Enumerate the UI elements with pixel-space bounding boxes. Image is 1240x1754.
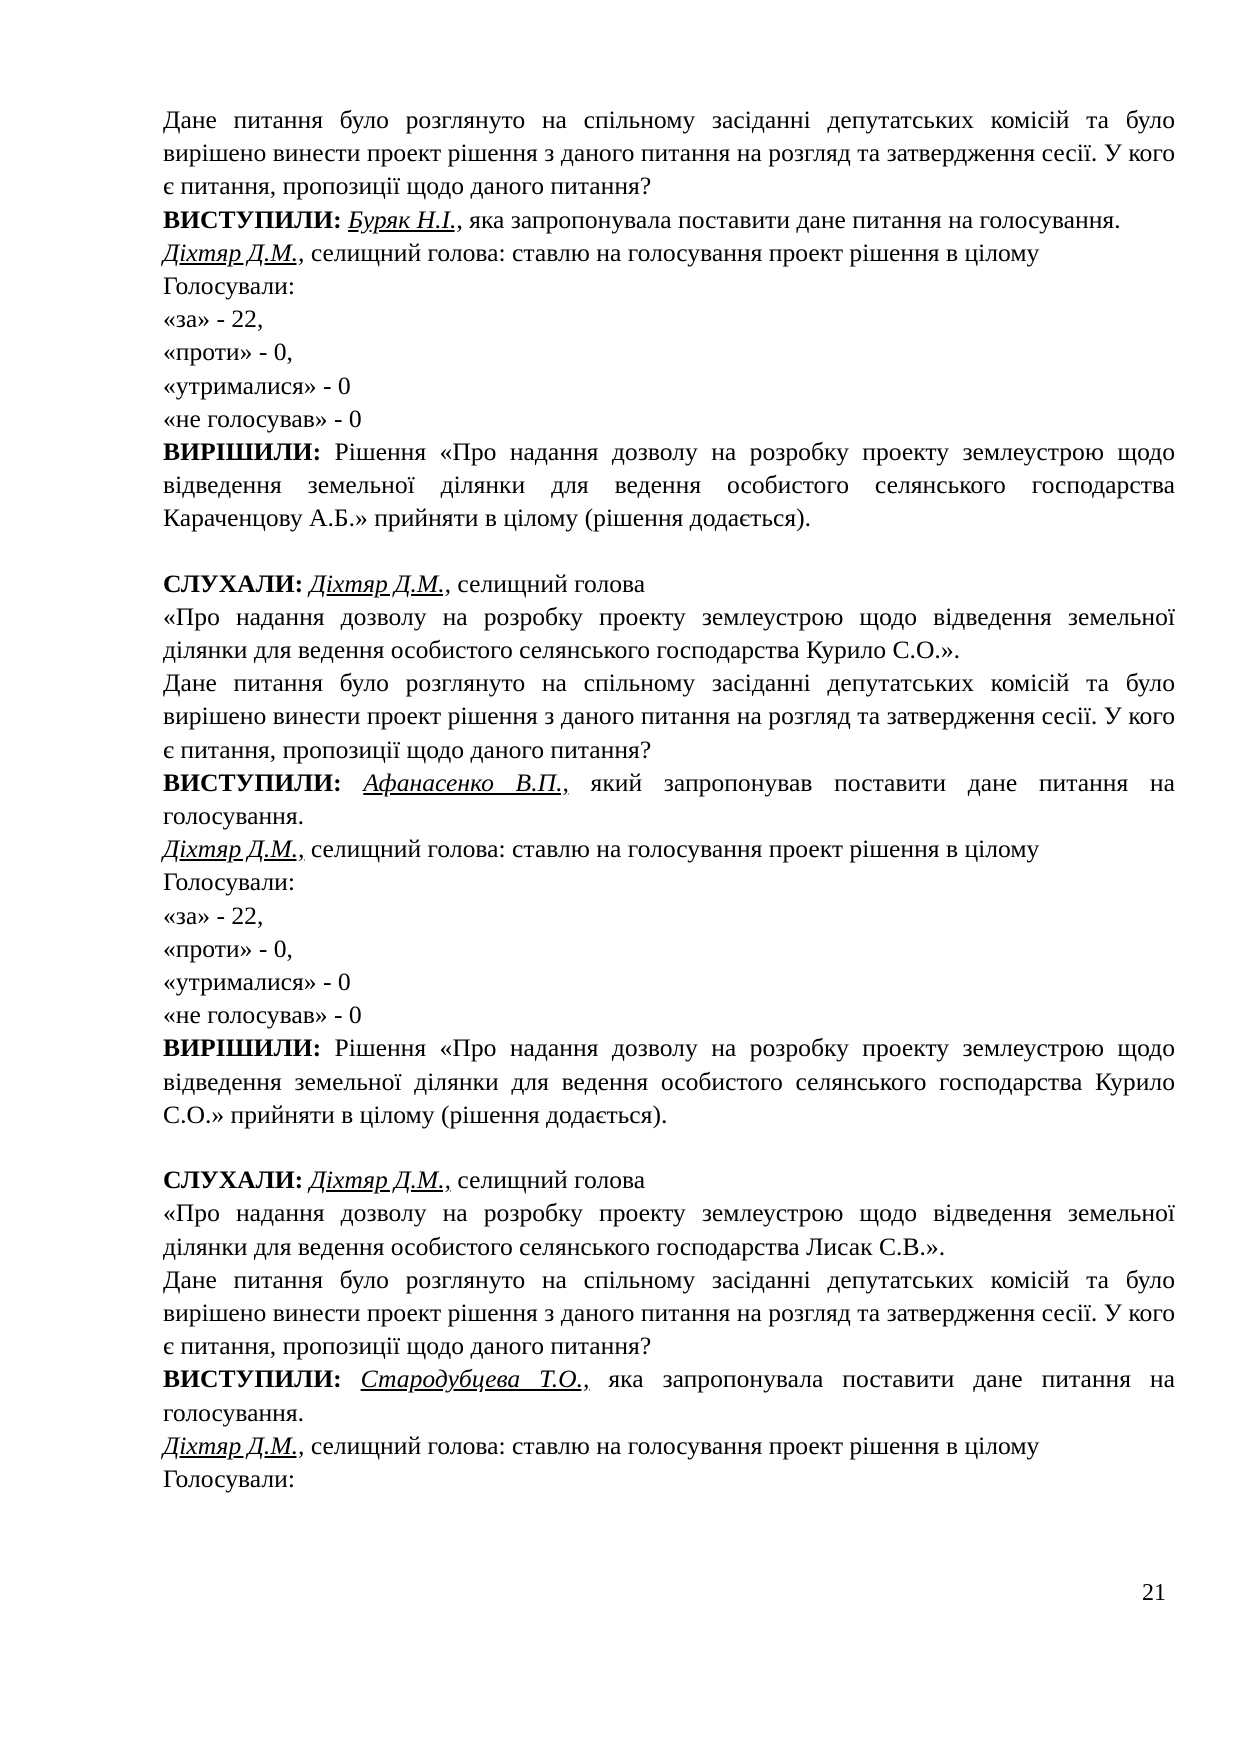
chair-name: Діхтяр Д.М.,	[163, 834, 305, 864]
decided-keyword: ВИРІШИЛИ:	[163, 437, 322, 467]
chair-text: селищний голова: ставлю на голосування проект рішення в цілому	[304, 834, 1040, 864]
speaker-name: Афанасенко В.П.,	[363, 767, 569, 797]
heard-line	[163, 1163, 1175, 1196]
heard-line	[163, 567, 1175, 600]
discussion-paragraph: Дане питання було розглянуто на спільному засіданні депутатських комісій та було вирішено винести проект рішення з даного питання на розгляд та затвердження сесії. У кого є питання, пропозиції щодо даного питання?	[163, 668, 1175, 764]
speakers-paragraph	[163, 766, 1175, 832]
vote-not-voted: «не голосував» - 0	[163, 403, 362, 433]
agenda-item-lysak	[163, 1163, 1175, 1495]
vote-for: «за» - 22,	[163, 900, 264, 930]
topic-paragraph: «Про надання дозволу на розробку проекту землеустрою щодо відведення земельної ділянки для ведення особистого селянського господарства Курило С.О.».	[163, 601, 1175, 665]
heard-role: селищний голова	[451, 1165, 646, 1195]
block-spacer	[163, 1131, 1175, 1163]
vote-against: «проти» - 0,	[163, 933, 293, 963]
speaker-proposal: який запропонував поставити дане питання на голосування.	[163, 767, 1175, 831]
speakers-paragraph	[163, 1362, 1175, 1428]
speaker-name: Стародубцева Т.О.,	[360, 1364, 590, 1394]
speaker-proposal: яка запропонувала поставити дане питання на голосування.	[462, 204, 1121, 234]
spoke-keyword: ВИСТУПИЛИ:	[163, 767, 342, 797]
agenda-item-karachentsov	[163, 103, 1175, 535]
spoke-keyword: ВИСТУПИЛИ:	[163, 204, 342, 234]
voted-label: Голосували:	[163, 271, 295, 301]
vote-against: «проти» - 0,	[163, 337, 293, 367]
vote-not-voted: «не голосував» - 0	[163, 1000, 362, 1030]
block-spacer	[163, 535, 1175, 567]
discussion-paragraph: Дане питання було розглянуто на спільному засіданні депутатських комісій та було вирішено винести проект рішення з даного питання на розгляд та затвердження сесії. У кого є питання, пропозиції щодо даного питання?	[163, 105, 1175, 201]
decision-text: Рішення «Про надання дозволу на розробку проекту землеустрою щодо відведення земельної ділянки для ведення особистого селянського господарства Курило С.О.» прийняти в цілому (рішення додається).	[163, 1033, 1175, 1129]
heard-keyword: СЛУХАЛИ:	[163, 1165, 304, 1195]
heard-role: селищний голова	[451, 568, 646, 598]
vote-abstain: «утрималися» - 0	[163, 370, 351, 400]
voted-label: Голосували:	[163, 867, 295, 897]
vote-abstain: «утрималися» - 0	[163, 967, 351, 997]
vote-for: «за» - 22,	[163, 304, 264, 334]
chair-statement	[163, 832, 1175, 865]
document-body	[163, 103, 1175, 1495]
voted-label: Голосували:	[163, 1463, 295, 1493]
speaker-proposal: яка запропонувала поставити дане питання на голосування.	[163, 1364, 1175, 1427]
heard-person: Діхтяр Д.М.,	[309, 568, 452, 598]
decision-text: Рішення «Про надання дозволу на розробку проекту землеустрою щодо відведення земельної ділянки для ведення особистого селянського господарства Караченцову А.Б.» прийняти в цілому (рішення додається).	[163, 437, 1175, 533]
chair-statement	[163, 1429, 1175, 1462]
page-number: 21	[1142, 1580, 1166, 1606]
decision-paragraph	[163, 1031, 1175, 1131]
heard-keyword: СЛУХАЛИ:	[163, 568, 304, 598]
speaker-name: Буряк Н.І.,	[348, 204, 463, 234]
spoke-keyword: ВИСТУПИЛИ:	[163, 1364, 342, 1394]
discussion-paragraph: Дане питання було розглянуто на спільному засіданні депутатських комісій та було вирішено винести проект рішення з даного питання на розгляд та затвердження сесії. У кого є питання, пропозиції щодо даного питання?	[163, 1264, 1175, 1361]
heard-person: Діхтяр Д.М.,	[309, 1165, 452, 1195]
agenda-item-kurylo	[163, 567, 1175, 1131]
chair-name: Діхтяр Д.М.,	[163, 237, 305, 267]
decision-paragraph	[163, 435, 1175, 535]
chair-text: селищний голова: ставлю на голосування проект рішення в цілому	[304, 237, 1040, 267]
speakers-paragraph	[163, 203, 1175, 236]
chair-name: Діхтяр Д.М.,	[163, 1430, 305, 1460]
decided-keyword: ВИРІШИЛИ:	[163, 1033, 322, 1063]
topic-paragraph: «Про надання дозволу на розробку проекту землеустрою щодо відведення земельної ділянки для ведення особистого селянського господарства Лисак С.В.».	[163, 1198, 1175, 1261]
chair-text: селищний голова: ставлю на голосування проект рішення в цілому	[304, 1430, 1040, 1460]
chair-statement	[163, 236, 1175, 269]
